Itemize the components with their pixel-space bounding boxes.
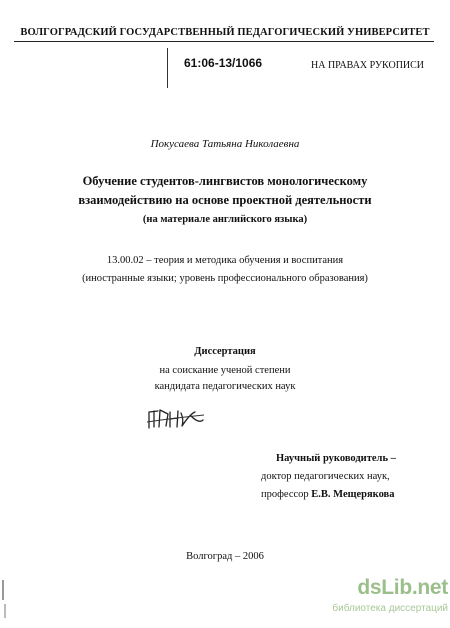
title-line-1: Обучение студентов-лингвистов монологическому (82, 174, 368, 188)
degree-line-1: на соискание ученой степени (159, 365, 291, 376)
archive-code: 61:06-13/1066 (184, 56, 263, 70)
advisor-degree: доктор педагогических наук, (261, 471, 390, 482)
scan-edge-mark (4, 604, 6, 618)
watermark-logo: dsLib.net (357, 576, 448, 599)
watermark-subtitle: библиотека диссертаций (332, 603, 448, 614)
specialty-code: 13.00.02 – теория и методика обучения и воспитания (106, 255, 344, 266)
title-subtitle: (на материале английского языка) (142, 214, 308, 225)
advisor-title: Научный руководитель – (276, 453, 396, 464)
university-name: ВОЛГОГРАДСКИЙ ГОСУДАРСТВЕННЫЙ ПЕДАГОГИЧЕСКИЙ УНИВЕРСИТЕТ (20, 27, 430, 38)
dslib-watermark (332, 576, 448, 624)
margin-mark (167, 48, 168, 88)
header-divider (14, 41, 434, 42)
specialty-details: (иностранные языки; уровень профессионального образования) (82, 273, 368, 284)
scan-edge-mark (2, 580, 4, 600)
advisor-rank: профессор (261, 489, 309, 500)
title-line-2: взаимодействию на основе проектной деятельности (78, 193, 372, 207)
advisor-name: Е.В. Мещерякова (311, 489, 395, 500)
city-year: Волгоград – 2006 (186, 551, 264, 562)
handwritten-signature (146, 406, 206, 430)
advisor-name-line (261, 489, 394, 500)
rights-notice: НА ПРАВАХ РУКОПИСИ (311, 60, 425, 71)
author-name: Покусаева Татьяна Николаевна (150, 138, 300, 150)
dissertation-heading: Диссертация (194, 346, 256, 357)
degree-line-2: кандидата педагогических наук (154, 381, 296, 392)
